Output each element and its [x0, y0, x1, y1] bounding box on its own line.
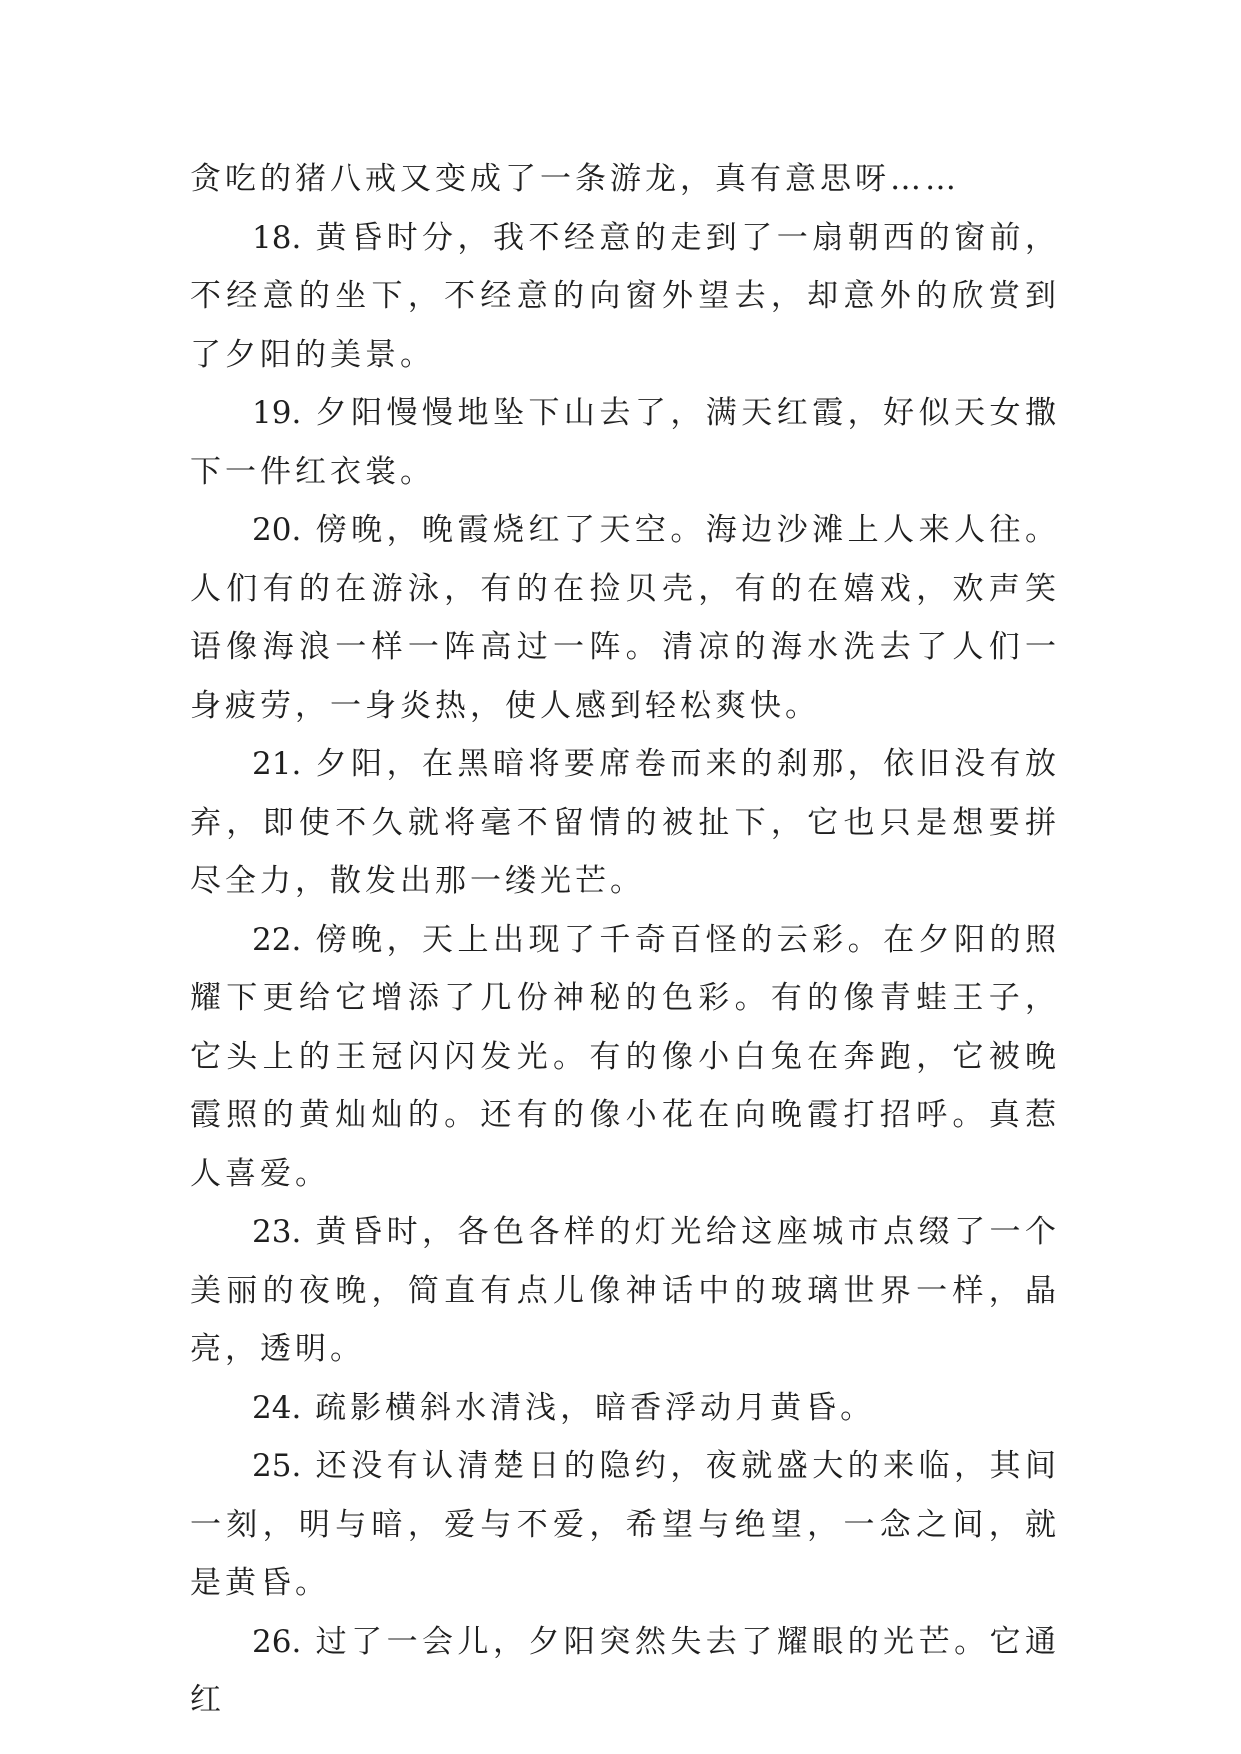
paragraph-23: [190, 1203, 1060, 1379]
paragraph-number: 21.: [252, 746, 302, 782]
paragraph-24: [190, 1379, 1060, 1438]
paragraph-text: 傍晚，天上出现了千奇百怪的云彩。在夕阳的照耀下更给它增添了几份神秘的色彩。有的像青蛙王子，它头上的王冠闪闪发光。有的像小白兔在奔跑，它被晚霞照的黄灿灿的。还有的像小花在向晚霞打招呼。真惹人喜爱。: [190, 921, 1060, 1192]
paragraph-text: 夕阳，在黑暗将要席卷而来的刹那，依旧没有放弃，即使不久就将毫不留情的被扯下，它也只是想要拼尽全力，散发出那一缕光芒。: [190, 746, 1060, 899]
paragraph-text: 还没有认清楚日的隐约，夜就盛大的来临，其间一刻，明与暗，爱与不爱，希望与绝望，一念之间，就是黄昏。: [190, 1448, 1060, 1601]
paragraph-text: 过了一会儿，夕阳突然失去了耀眼的光芒。它通红: [190, 1623, 1060, 1718]
paragraph-number: 19.: [252, 395, 302, 431]
paragraph-21: [190, 735, 1060, 911]
paragraph-text: 黄昏时，各色各样的灯光给这座城市点缀了一个美丽的夜晚，简直有点儿像神话中的玻璃世界一样，晶亮，透明。: [190, 1214, 1060, 1367]
paragraph-text: 夕阳慢慢地坠下山去了，满天红霞，好似天女撒下一件红衣裳。: [190, 395, 1060, 490]
paragraph-text: 傍晚，晚霞烧红了天空。海边沙滩上人来人往。人们有的在游泳，有的在捡贝壳，有的在嬉戏，欢声笑语像海浪一样一阵高过一阵。清凉的海水洗去了人们一身疲劳，一身炎热，使人感到轻松爽快。: [190, 512, 1060, 724]
paragraph-number: 24.: [252, 1389, 302, 1426]
paragraph-19: [190, 384, 1060, 501]
paragraph-18: [190, 209, 1060, 385]
paragraph-number: 25.: [252, 1448, 302, 1484]
paragraph-text: 疏影横斜水清浅，暗香浮动月黄昏。: [315, 1389, 876, 1426]
paragraph-number: 26.: [252, 1623, 302, 1660]
paragraph-number: 22.: [252, 921, 302, 958]
paragraph-22: [190, 911, 1060, 1204]
paragraph-text: 贪吃的猪八戒又变成了一条游龙，真有意思呀……: [190, 161, 960, 197]
paragraph-25: [190, 1437, 1060, 1613]
paragraph-number: 23.: [252, 1214, 302, 1250]
paragraph-number: 18.: [252, 219, 302, 256]
paragraph-17-continued: [190, 150, 1060, 209]
paragraph-number: 20.: [252, 512, 302, 548]
document-page: [190, 150, 1060, 1730]
paragraph-text: 黄昏时分，我不经意的走到了一扇朝西的窗前，不经意的坐下，不经意的向窗外望去，却意外的欣赏到了夕阳的美景。: [190, 219, 1060, 373]
paragraph-20: [190, 501, 1060, 735]
paragraph-26: [190, 1613, 1060, 1730]
